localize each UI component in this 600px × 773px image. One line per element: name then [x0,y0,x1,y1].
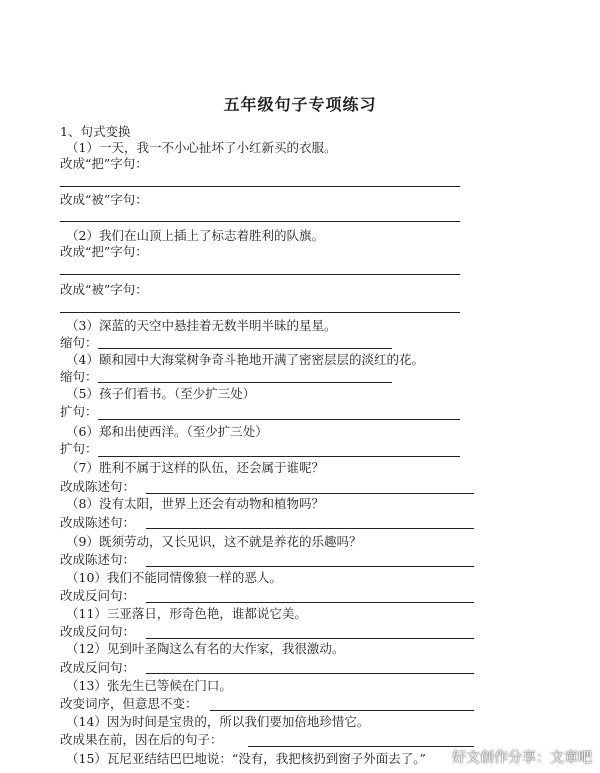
answer-line[interactable] [60,312,460,313]
answer-line[interactable] [146,673,474,674]
answer-line[interactable] [146,493,474,494]
prompt-label: 改成果在前，因在后的句子： [60,732,223,747]
answer-line[interactable] [98,382,392,383]
watermark: 好文创作分享：文章吧 [452,750,592,766]
answer-line[interactable] [248,746,474,747]
prompt-label: 改变词序，但意思不变： [60,696,198,711]
prompt-label: 缩句： [60,335,98,350]
question-1: （1）一天，我一不小心扯坏了小红新买的衣服。 [66,140,337,155]
answer-line[interactable] [98,348,392,349]
prompt-label: 扩句： [60,404,98,419]
page-title: 五年级句子专项练习 [223,95,377,114]
prompt-label: 改成“被”字句： [60,282,148,297]
prompt-label: 缩句： [60,369,98,384]
answer-line[interactable] [146,602,474,603]
answer-line[interactable] [98,419,460,420]
prompt-label: 改成陈述句： [60,515,136,530]
section-heading: 1、句式变换 [60,124,131,139]
question-12: （12）见到叶圣陶这么有名的大作家，我很激动。 [66,641,345,656]
question-8: （8）没有太阳，世界上还会有动物和植物吗？ [66,496,324,511]
question-14: （14）因为时间是宝贵的，所以我们要加倍地珍惜它。 [66,714,370,729]
answer-line[interactable] [98,456,460,457]
prompt-label: 改成“把”字句： [60,244,148,259]
question-9: （9）既须劳动，又长见识，这不就是养花的乐趣吗？ [66,534,362,549]
prompt-label: 改成“把”字句： [60,156,148,171]
answer-line[interactable] [210,710,474,711]
answer-line[interactable] [146,528,474,529]
question-5: （5）孩子们看书。（至少扩三处） [66,386,256,401]
prompt-label: 改成反问句： [60,624,136,639]
answer-line[interactable] [60,274,460,275]
question-3: （3）深蓝的天空中悬挂着无数半明半昧的星星。 [66,318,337,333]
answer-line[interactable] [60,186,460,187]
question-7: （7）胜利不属于这样的队伍，还会属于谁呢？ [66,460,324,475]
prompt-label: 改成“被”字句： [60,192,148,207]
answer-line[interactable] [60,221,460,222]
prompt-label: 扩句： [60,441,98,456]
question-11: （11）三亚落日，形奇色艳，谁都说它美。 [66,606,307,621]
prompt-label: 改成反问句： [60,588,136,603]
question-10: （10）我们不能同情像狼一样的恶人。 [66,570,282,585]
question-13: （13）张先生已等候在门口。 [66,678,232,693]
answer-line[interactable] [146,638,474,639]
answer-line[interactable] [146,566,474,567]
question-15: （15）瓦尼亚结结巴巴地说：“没有，我把核扔到窗子外面去了。” [66,751,426,766]
prompt-label: 改成陈述句： [60,552,136,567]
question-4: （4）颐和园中大海棠树争奇斗艳地开满了密密层层的淡红的花。 [66,352,424,367]
prompt-label: 改成陈述句： [60,479,136,494]
prompt-label: 改成反问句： [60,660,136,675]
question-2: （2）我们在山顶上插上了标志着胜利的队旗。 [66,228,324,243]
question-6: （6）郑和出使西洋。（至少扩三处） [66,424,268,439]
